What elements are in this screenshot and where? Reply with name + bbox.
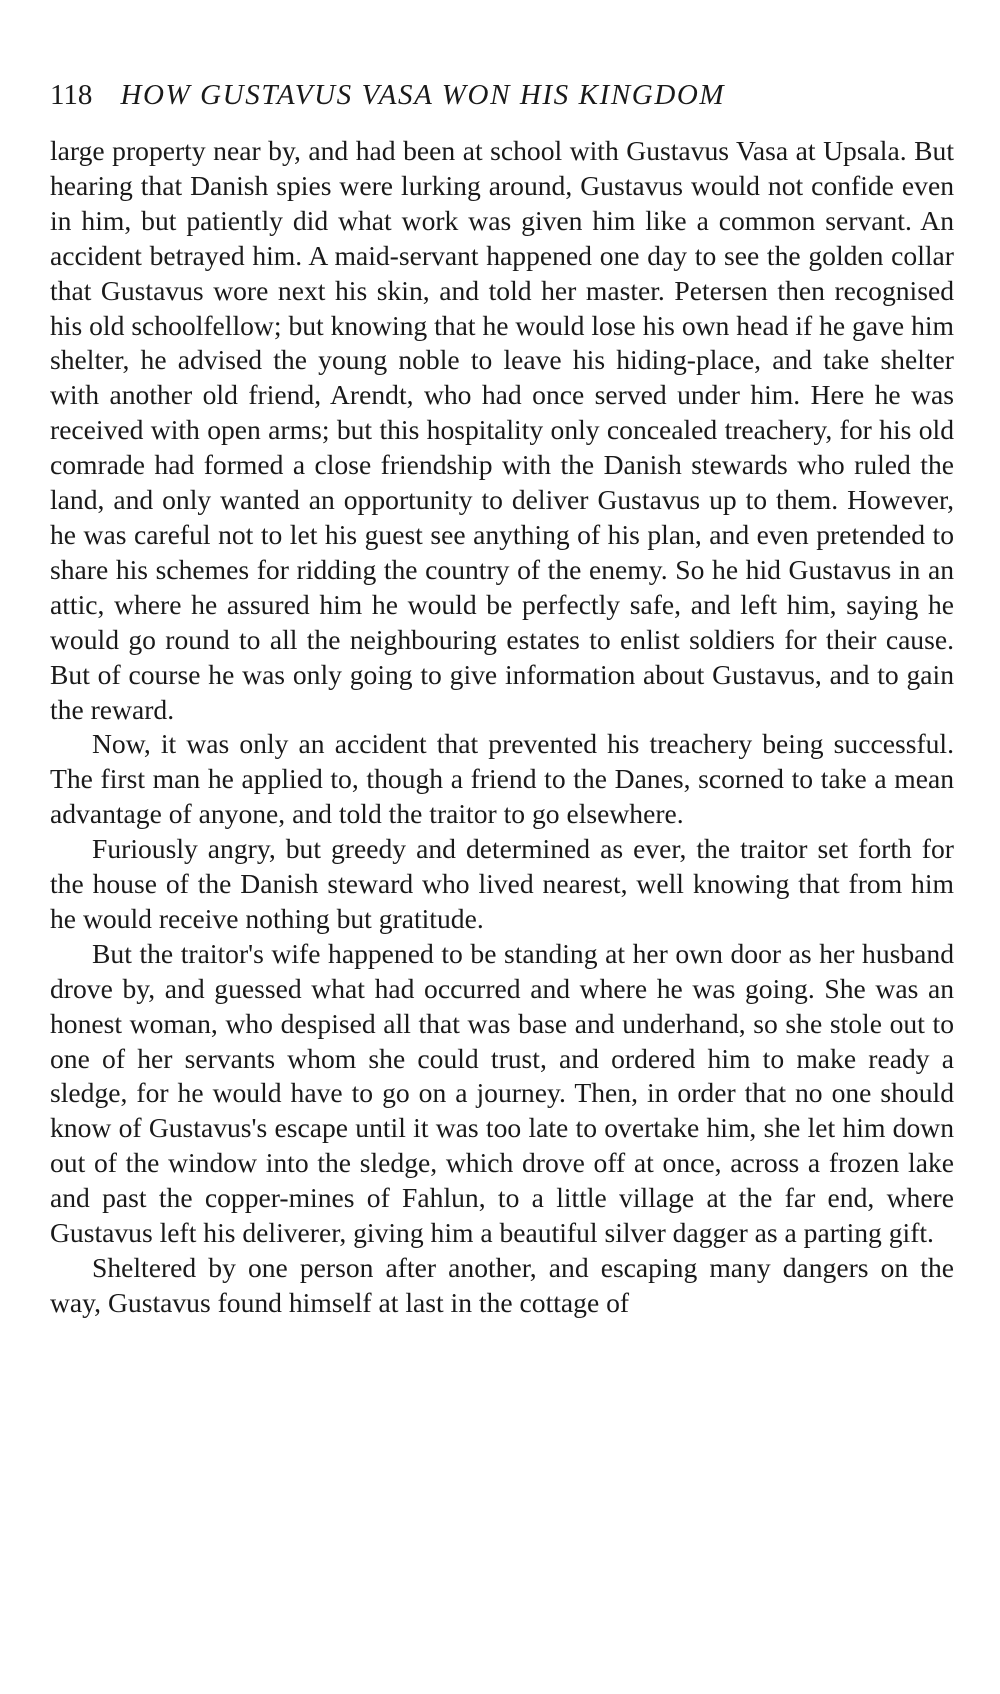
book-page (50, 78, 954, 1321)
page-header (50, 78, 954, 112)
body-text (50, 134, 954, 1321)
running-title: HOW GUSTAVUS VASA WON HIS KINGDOM (120, 79, 726, 111)
page-number: 118 (50, 79, 93, 111)
paragraph: Now, it was only an accident that prevented his treachery being successful. The first man he applied to, though a friend to the Danes, scorned to take a mean advantage of anyone, and told the traitor to go elsewhere. (50, 728, 954, 830)
paragraph: Furiously angry, but greedy and determined as ever, the traitor set forth for the house of the Danish steward who lived nearest, well knowing that from him he would receive nothing but gratitude. (50, 833, 954, 934)
paragraph: Sheltered by one person after another, and escaping many dangers on the way, Gustavus found himself at last in the cottage of (50, 1252, 954, 1318)
paragraph-continued: large property near by, and had been at school with Gustavus Vasa at Upsala. But hearing that Danish spies were lurking around, Gustavus would not confide even in him, but patiently did what work was given him like a common servant. An accident betrayed him. A maid-servant happened one day to see the golden collar that Gustavus wore next his skin, and told her master. Petersen then recognised his old schoolfellow; but knowing that he would lose his own head if he gave him shelter, he advised the young noble to leave his hiding-place, and take shelter with another old friend, Arendt, who had once served under him. Here he was received with open arms; but this hospitality only concealed treachery, for his old comrade had formed a close friendship with the Danish stewards who ruled the land, and only wanted an opportunity to deliver Gustavus up to them. However, he was careful not to let his guest see anything of his plan, and even pretended to share his schemes for ridding the country of the enemy. So he hid Gustavus in an attic, where he assured him he would be perfectly safe, and left him, saying he would go round to all the neighbouring estates to enlist soldiers for their cause. But of course he was only going to give information about Gustavus, and to gain the reward. (50, 135, 954, 725)
paragraph: But the traitor's wife happened to be standing at her own door as her husband drove by, and guessed what had occurred and where he was going. She was an honest woman, who despised all that was base and underhand, so she stole out to one of her servants whom she could trust, and ordered him to make ready a sledge, for he would have to go on a journey. Then, in order that no one should know of Gustavus's escape until it was too late to overtake him, she let him down out of the window into the sledge, which drove off at once, across a frozen lake and past the copper-mines of Fahlun, to a little village at the far end, where Gustavus left his deliverer, giving him a beautiful silver dagger as a parting gift. (50, 937, 954, 1249)
